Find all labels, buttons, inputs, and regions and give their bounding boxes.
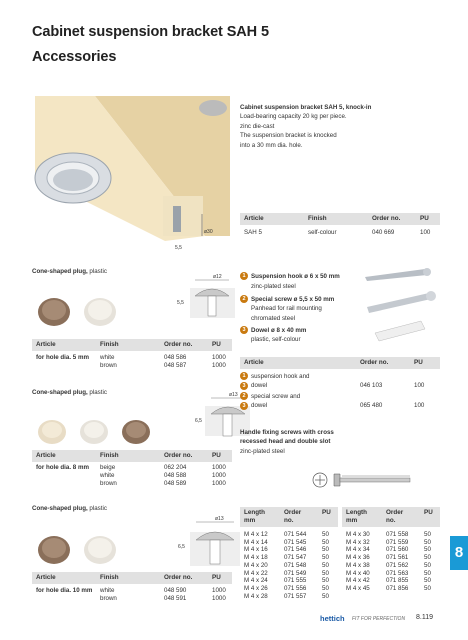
svg-text:5,5: 5,5 (177, 300, 184, 306)
bracket-line: Load-bearing capacity 20 kg per piece. (240, 113, 347, 121)
table-row: for hole dia. 5 mm white 048 586 1000 (36, 354, 226, 361)
bracket-line: The suspension bracket is knocked (240, 132, 337, 140)
table-row: M 4 x 30 071 558 50 (346, 531, 431, 538)
table-row: M 4 x 16 071 546 50 (244, 546, 329, 554)
table-row: M 4 x 28 071 557 50 (244, 592, 329, 600)
table-row: M 4 x 45 071 856 50 (346, 584, 431, 592)
page-number: 8.119 (416, 614, 433, 621)
footer-tagline: FIT FOR PERFECTION (352, 616, 406, 622)
bracket-description (240, 103, 440, 150)
table-row: M 4 x 40 071 563 50 (346, 569, 431, 577)
table-row: M 4 x 22 071 549 50 (244, 569, 329, 577)
bracket-dim-small: 5,5 (175, 245, 182, 251)
plug10-title: Cone-shaped plug, plastic (32, 505, 107, 512)
table-row: M 4 x 12 071 544 50 (244, 531, 329, 538)
svg-text:6,5: 6,5 (195, 418, 202, 424)
table-row: brown 048 589 1000 (100, 480, 226, 487)
section-tab[interactable]: 8 (450, 536, 468, 570)
plug10-drawing (178, 512, 248, 572)
svg-text:ø13: ø13 (215, 516, 224, 522)
svg-text:ø13: ø13 (229, 392, 238, 398)
table-row: M 4 x 24 071 555 50 (244, 577, 329, 585)
col-article: Article (244, 215, 264, 222)
table-row: M 4 x 32 071 559 50 (346, 538, 431, 546)
page-subtitle: Accessories (32, 49, 117, 65)
col-pu: PU (420, 215, 429, 222)
hardware-list: 1 Suspension hook ø 6 x 50 mm zinc-plated steel 2 Special screw ø 5,5 x 50 mm Panhead for rail mounting chromated steel 3 Dowel ø 8 x 40 mm plastic, self-colour (240, 272, 360, 345)
hardware-table-header: Article Order no. PU (240, 357, 440, 369)
screws-table-right-header: Length mm Order no. PU (342, 507, 440, 527)
col-order: Order no. (372, 215, 401, 222)
hardware-image (355, 265, 440, 345)
bracket-line: zinc die-cast (240, 122, 275, 130)
hardware-item: 2 Special screw ø 5,5 x 50 mm (240, 295, 360, 304)
table-row: M 4 x 14 071 545 50 (244, 538, 329, 546)
plug8-table-header: Article Finish Order no. PU (32, 450, 232, 462)
screws-description: Handle fixing screws with cross recessed head and double slot zinc-plated steel (240, 429, 334, 455)
bracket-dim-label: ø30 (204, 229, 213, 235)
screws-table-left-header: Length mm Order no. PU (240, 507, 338, 527)
table-row: SAH 5 self-colour 040 669 100 (244, 229, 431, 236)
plug8-title: Cone-shaped plug, plastic (32, 389, 107, 396)
table-row: 2 special screw and 3 dowel 065 480 100 (240, 392, 440, 411)
col-finish: Finish (308, 215, 327, 222)
bracket-line: into a 30 mm dia. hole. (240, 141, 303, 149)
table-row: M 4 x 18 071 547 50 (244, 554, 329, 562)
table-row: M 4 x 38 071 562 50 (346, 561, 431, 569)
bracket-name: Cabinet suspension bracket SAH 5, knock-in (240, 104, 372, 111)
page-title: Cabinet suspension bracket SAH 5 (32, 24, 269, 40)
table-row: for hole dia. 10 mm white 048 590 1000 (36, 587, 226, 594)
hardware-item: 1 Suspension hook ø 6 x 50 mm (240, 272, 360, 281)
table-row: M 4 x 36 071 561 50 (346, 554, 431, 562)
table-row: M 4 x 42 071 855 50 (346, 577, 431, 585)
svg-text:6,5: 6,5 (178, 544, 185, 550)
plug10-table-header: Article Finish Order no. PU (32, 572, 232, 584)
plug5-drawing (175, 270, 245, 325)
table-row: M 4 x 26 071 556 50 (244, 584, 329, 592)
table-row: brown 048 587 1000 (100, 362, 226, 369)
table-row: M 4 x 34 071 560 50 (346, 546, 431, 554)
plug5-image (32, 282, 142, 332)
table-row: brown 048 591 1000 (100, 595, 226, 602)
table-row: 1 suspension hook and 3 dowel 046 103 100 (240, 372, 440, 391)
bracket-table-header (240, 213, 440, 225)
svg-text:ø12: ø12 (213, 274, 222, 280)
table-row: for hole dia. 8 mm beige 062 204 1000 (36, 464, 226, 471)
footer-brand: hettich (320, 614, 345, 623)
table-row: white 048 588 1000 (100, 472, 226, 479)
hardware-item: 3 Dowel ø 8 x 40 mm (240, 326, 360, 335)
plug8-image (32, 410, 177, 450)
table-row: M 4 x 20 071 548 50 (244, 561, 329, 569)
plug10-image (32, 524, 142, 574)
plug5-title: Cone-shaped plug, plastic (32, 268, 107, 275)
plug5-table-header: Article Finish Order no. PU (32, 339, 232, 351)
screws-drawing (300, 465, 440, 495)
bracket-illustration (35, 96, 230, 251)
